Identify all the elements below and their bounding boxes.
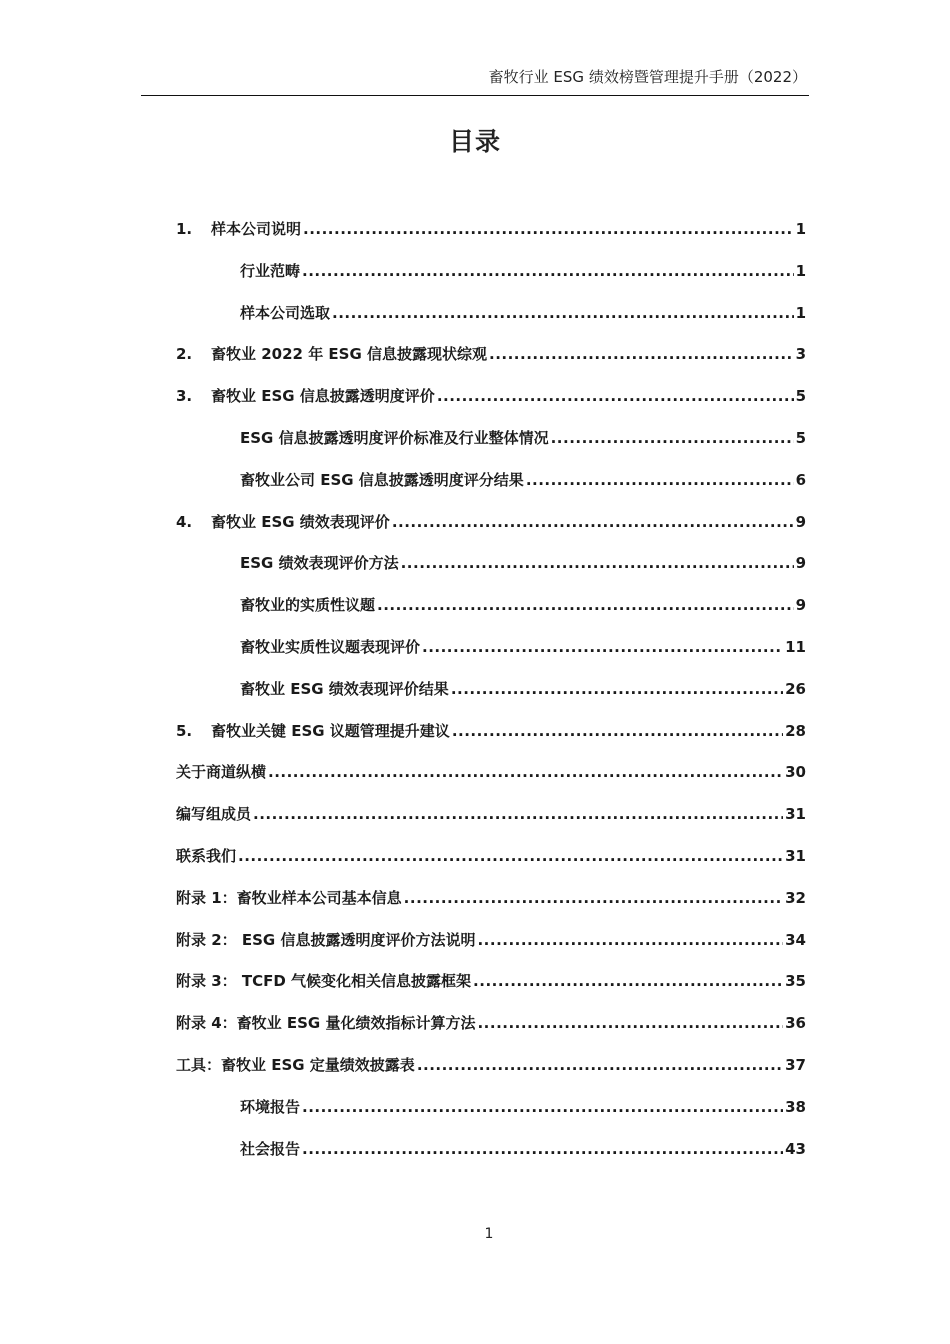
toc-dot-leader — [526, 471, 794, 489]
toc-entry[interactable] — [176, 845, 806, 887]
toc-entry-page: 5 — [795, 428, 806, 447]
toc-entry[interactable] — [176, 218, 806, 260]
toc-dot-leader — [332, 304, 794, 322]
toc-entry-page: 9 — [795, 596, 806, 615]
toc-entry[interactable] — [176, 678, 806, 720]
toc-dot-leader — [451, 680, 783, 698]
toc-entry-title: 社会报告 — [240, 1139, 301, 1158]
toc-entry-title: 行业范畴 — [240, 261, 301, 280]
toc-entry-title: 附录 1：畜牧业样本公司基本信息 — [176, 888, 402, 907]
toc-dot-leader — [303, 220, 794, 238]
toc-entry-page: 34 — [785, 930, 806, 949]
toc-entry[interactable] — [176, 929, 806, 971]
toc-entry[interactable] — [176, 1054, 806, 1096]
toc-entry-page: 6 — [795, 470, 806, 489]
toc-entry-page: 9 — [795, 554, 806, 573]
toc-entry-page: 28 — [785, 721, 806, 740]
toc-entry-title: ESG 绩效表现评价方法 — [240, 554, 399, 573]
toc-entry-title: 畜牧业 ESG 信息披露透明度评价 — [211, 387, 435, 406]
toc-entry-page: 26 — [785, 679, 806, 698]
header-rule — [141, 95, 809, 96]
toc-entry-page: 31 — [785, 805, 806, 824]
toc-entry[interactable] — [176, 1012, 806, 1054]
toc-entry[interactable] — [176, 1096, 806, 1138]
toc-dot-leader — [302, 1140, 783, 1158]
toc-entry[interactable] — [176, 302, 806, 344]
toc-entry[interactable] — [176, 469, 806, 511]
toc-entry-page: 1 — [795, 220, 806, 238]
toc-entry-page: 43 — [785, 1139, 806, 1158]
toc-entry[interactable] — [176, 385, 806, 427]
toc-entry-page: 30 — [785, 763, 806, 782]
toc-entry-number: 4. — [176, 512, 193, 531]
toc-dot-leader — [422, 638, 783, 656]
toc-entry-page: 5 — [795, 387, 806, 406]
toc-dot-leader — [437, 387, 794, 405]
toc-entry-page: 32 — [785, 888, 806, 907]
toc-entry[interactable] — [176, 887, 806, 929]
toc-entry-title: 样本公司选取 — [240, 303, 331, 322]
toc-entry-number: 3. — [176, 387, 193, 406]
running-header: 畜牧行业 ESG 绩效榜暨管理提升手册（2022） — [488, 68, 807, 86]
toc-dot-leader — [477, 931, 783, 949]
toc-dot-leader — [489, 345, 794, 363]
toc-dot-leader — [253, 805, 783, 823]
page-number: 1 — [484, 1226, 494, 1242]
toc-entry-number: 5. — [176, 721, 193, 740]
toc-entry-title: 畜牧业实质性议题表现评价 — [240, 637, 421, 656]
toc-entry[interactable] — [176, 720, 806, 762]
toc-dot-leader — [268, 763, 783, 781]
toc-entry-page: 1 — [795, 303, 806, 322]
toc-entry-number: 1. — [176, 220, 193, 238]
toc-entry[interactable] — [176, 761, 806, 803]
toc-entry-title: 联系我们 — [176, 846, 237, 865]
toc-entry[interactable] — [176, 803, 806, 845]
toc-entry-title: 畜牧业的实质性议题 — [240, 596, 376, 615]
toc-entry-page: 3 — [795, 345, 806, 364]
toc-entry-title: 畜牧业关键 ESG 议题管理提升建议 — [211, 721, 450, 740]
toc-entry-page: 36 — [785, 1014, 806, 1033]
toc-entry-page: 31 — [785, 846, 806, 865]
toc-entry-title: 附录 2： ESG 信息披露透明度评价方法说明 — [176, 930, 476, 949]
toc-dot-leader — [551, 429, 794, 447]
toc-entry[interactable] — [176, 343, 806, 385]
toc-entry-title: 样本公司说明 — [211, 220, 302, 238]
toc-entry-title: 编写组成员 — [176, 805, 252, 824]
toc-entry[interactable] — [176, 260, 806, 302]
toc-title: 目录 — [448, 127, 501, 156]
toc-entry[interactable] — [176, 594, 806, 636]
toc-entry-title: 工具：畜牧业 ESG 定量绩效披露表 — [176, 1055, 415, 1074]
toc-entry-page: 1 — [795, 261, 806, 280]
toc-dot-leader — [377, 596, 794, 614]
toc-entry-title: 附录 4：畜牧业 ESG 量化绩效指标计算方法 — [176, 1014, 476, 1033]
toc-entry[interactable] — [176, 511, 806, 553]
toc-dot-leader — [401, 554, 794, 572]
toc-entry-title: ESG 信息披露透明度评价标准及行业整体情况 — [240, 428, 549, 447]
table-of-contents — [176, 218, 806, 1179]
toc-entry-page: 35 — [785, 972, 806, 991]
toc-entry-title: 畜牧业公司 ESG 信息披露透明度评分结果 — [240, 470, 524, 489]
toc-entry[interactable] — [176, 1138, 806, 1180]
toc-dot-leader — [417, 1056, 783, 1074]
toc-entry-number: 2. — [176, 345, 193, 364]
toc-dot-leader — [302, 1098, 783, 1116]
toc-entry-page: 11 — [785, 637, 806, 656]
toc-entry[interactable] — [176, 427, 806, 469]
toc-dot-leader — [392, 513, 794, 531]
toc-dot-leader — [452, 722, 783, 740]
toc-entry-title: 环境报告 — [240, 1097, 301, 1116]
toc-dot-leader — [473, 972, 783, 990]
toc-entry[interactable] — [176, 970, 806, 1012]
toc-entry[interactable] — [176, 636, 806, 678]
toc-entry[interactable] — [176, 552, 806, 594]
toc-entry-title: 畜牧业 2022 年 ESG 信息披露现状综观 — [211, 345, 487, 364]
toc-entry-page: 38 — [785, 1097, 806, 1116]
toc-entry-title: 关于商道纵横 — [176, 763, 267, 782]
toc-dot-leader — [404, 889, 783, 907]
toc-entry-title: 畜牧业 ESG 绩效表现评价结果 — [240, 679, 449, 698]
toc-dot-leader — [477, 1014, 783, 1032]
toc-dot-leader — [238, 847, 783, 865]
toc-entry-page: 9 — [795, 512, 806, 531]
toc-entry-title: 畜牧业 ESG 绩效表现评价 — [211, 512, 390, 531]
toc-entry-page: 37 — [785, 1055, 806, 1074]
toc-entry-title: 附录 3： TCFD 气候变化相关信息披露框架 — [176, 972, 472, 991]
toc-dot-leader — [302, 262, 794, 280]
